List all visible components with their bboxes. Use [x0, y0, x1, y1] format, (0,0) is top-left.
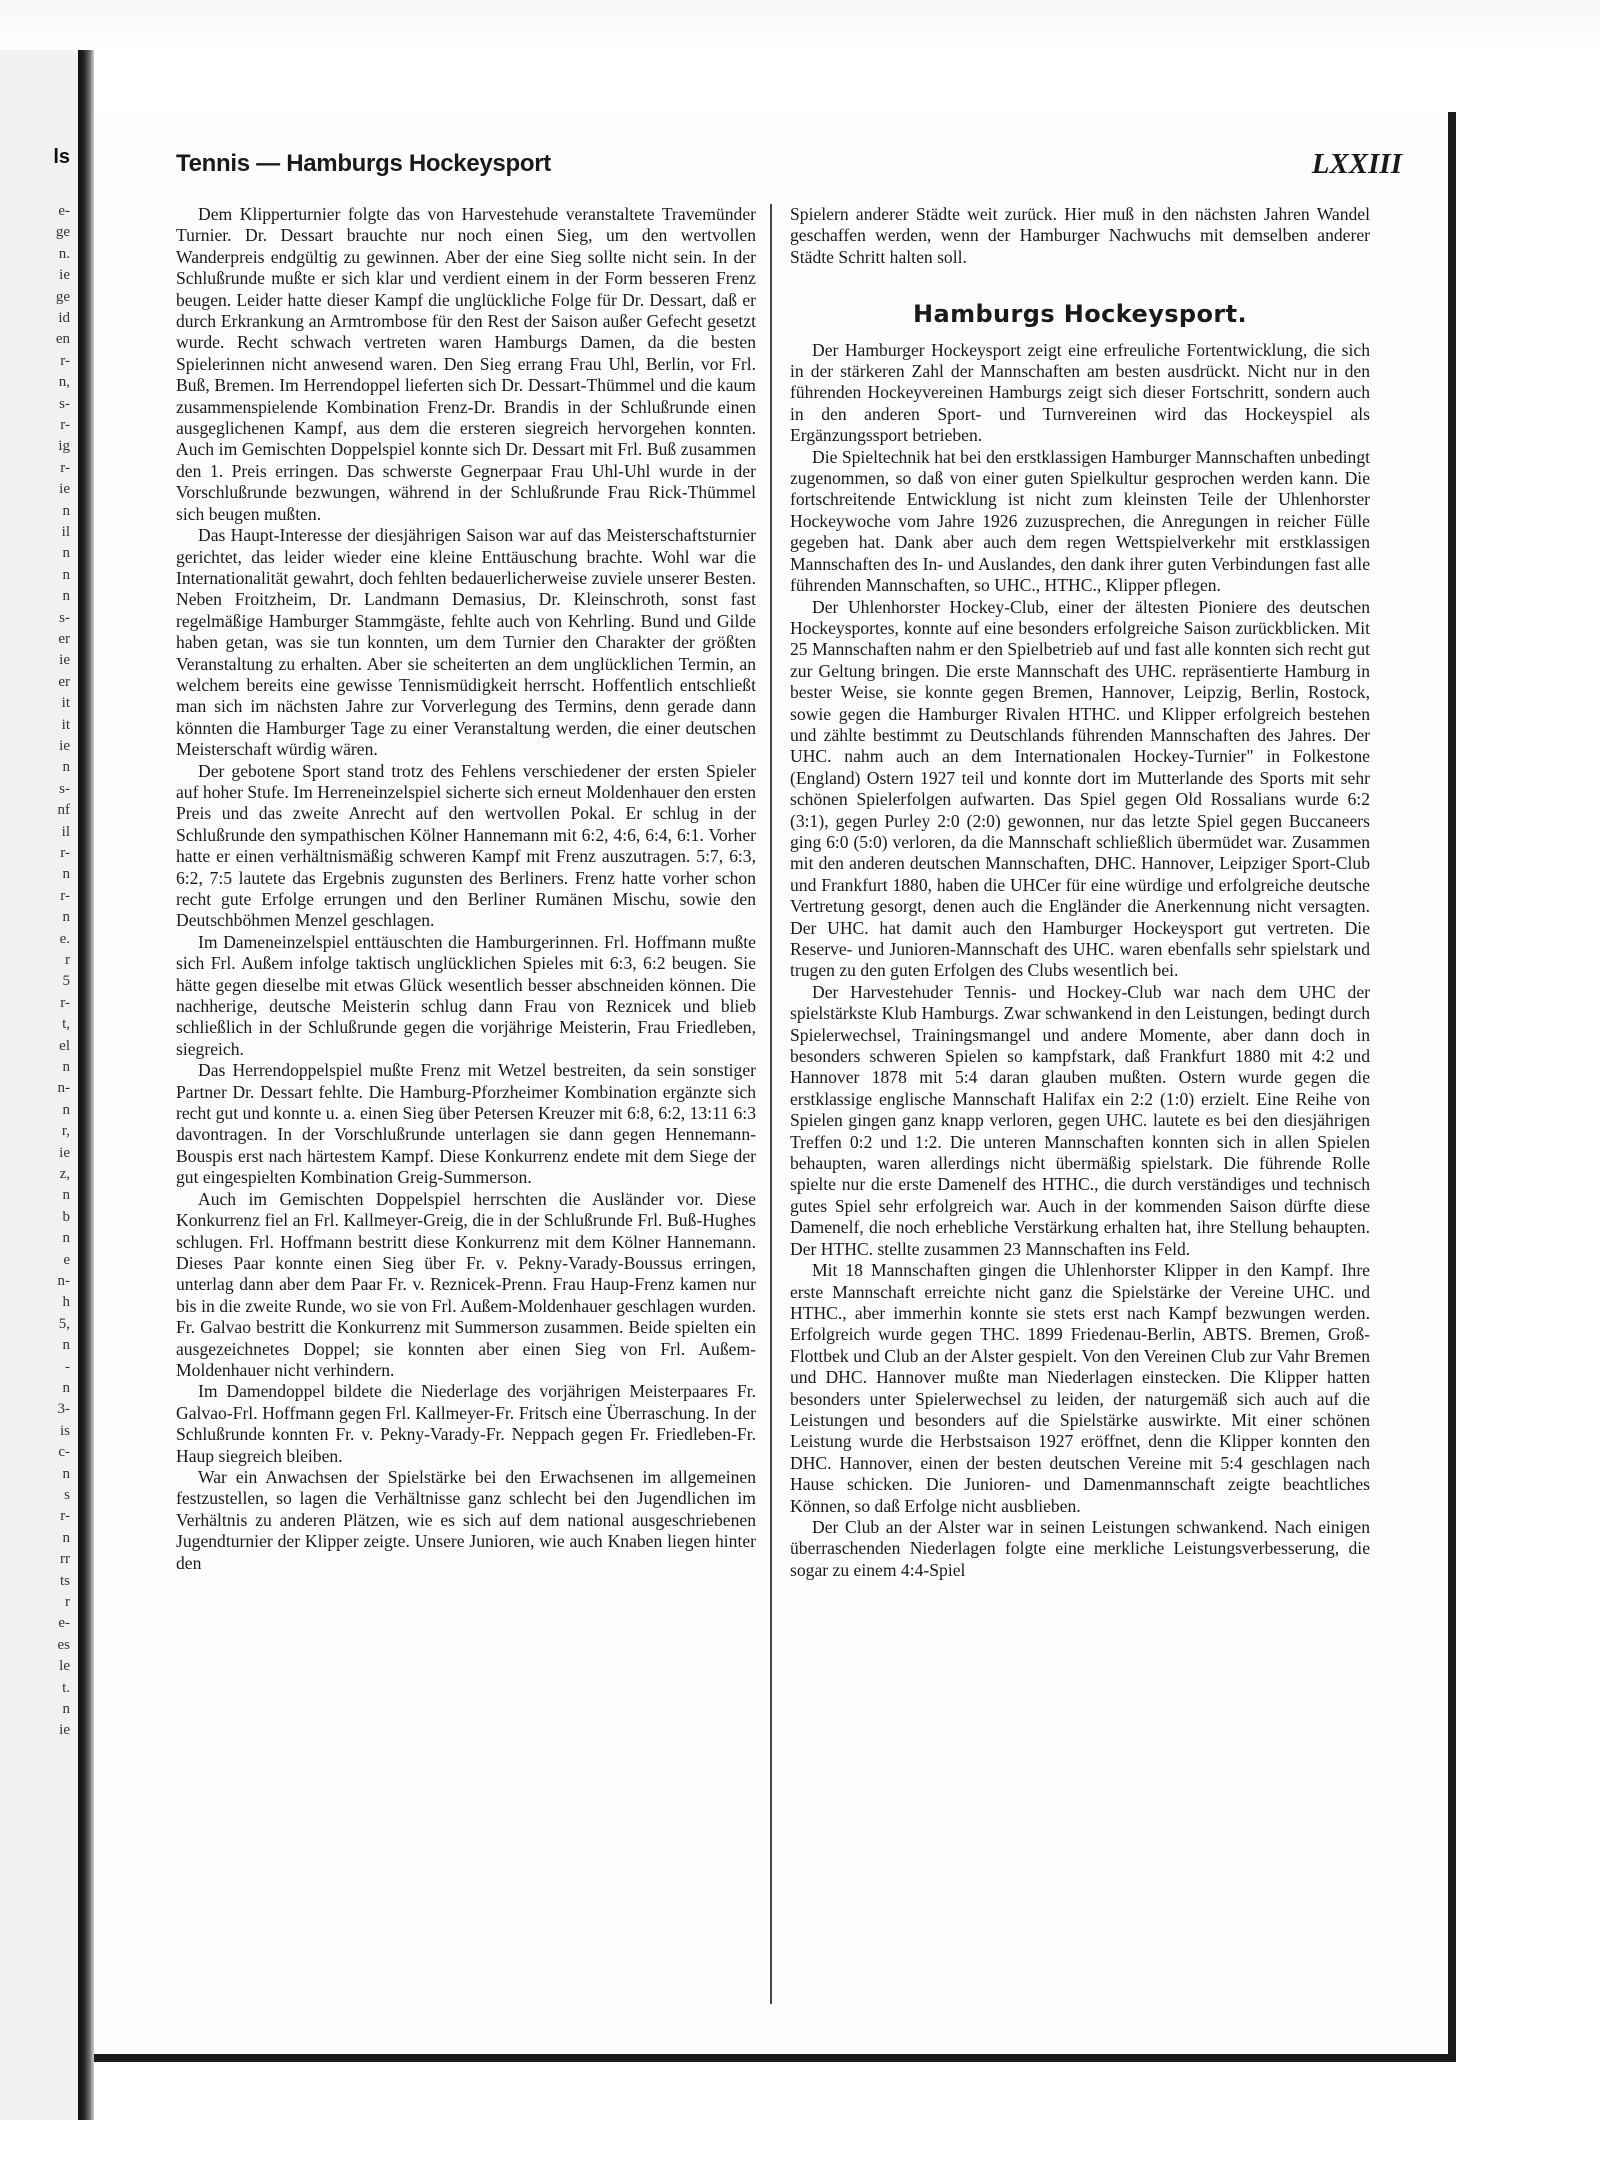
adjacent-page-fragment: n — [62, 1529, 70, 1546]
adjacent-page-fragment: es — [57, 1636, 70, 1653]
adjacent-page-fragment: t. — [62, 1679, 70, 1696]
page-number: LXXIII — [1311, 148, 1402, 180]
adjacent-page-fragment: s- — [59, 395, 70, 412]
paragraph: Der Uhlenhorster Hockey-Club, einer der ältesten Pioniere des deutschen Hockeysportes, konnte auf eine besonders erfolgreiche Saison zurückblicken. Mit 25 Mannschaften nahm er den Spielbetrieb auf und fast alle konnten sich recht gut zur Geltung bringen. Die erste Mannschaft des UHC. repräsentierte Hamburg in bester Weise, sie konnte gegen Bremen, Hannover, Leipzig, Berlin, Rostock, sowie gegen die Hamburger Rivalen HTHC. und Klipper erfolgreich bestehen und zählte bestimmt zu Deutschlands führenden Mannschaften des Jahres. Der UHC. nahm auch an dem Internationalen Hockey-Turnier" in Folkestone (England) Ostern 1927 teil und konnte dort im Mutterlande des Sports mit sehr schönen Spielerfolgen aufwarten. Das Spiel gegen Old Rossalians wurde 6:2 (3:1), gegen Purley 2:0 (2:0) gewonnen, nur das letzte Spiel gegen Buccaneers ging 6:0 (5:0) verloren, da die Mannschaft schließlich übermüdet war. Zusammen mit den anderen deutschen Mannschaften, DHC. Hannover, Leipziger Sport-Club und Frankfurt 1880, haben die UHCer für eine würdige und erfolgreiche deutsche Vertretung gesorgt, denen auch die Engländer die Anerkennung nicht versagten. Der UHC. hat damit auch den Hamburger Hockeysport gut vertreten. Die Reserve- und Junioren-Mannschaft des UHC. waren ebenfalls sehr spielstark und trugen zu den guten Erfolgen des Clubs wesentlich bei. — [790, 596, 1370, 981]
adjacent-page-fragment: r- — [60, 459, 70, 476]
paragraph: Die Spieltechnik hat bei den erstklassigen Hamburger Mannschaften unbedingt zugenommen, so daß von einer guten Spielkultur gesprochen werden kann. Die fortschreitende Entwicklung ist nicht zum kleinsten Teile der Uhlenhorster Hockeywoche vom Jahre 1926 zuzusprechen, die Anregungen in reicher Fülle gegeben hat. Dank aber auch dem regen Wettspielverkehr mit erstklassigen Mannschaften des In- und Auslandes, den dank ihrer guten Verbindungen fast alle führenden Mannschaften, so UHC., HTHC., Klipper pflegen. — [790, 446, 1370, 596]
adjacent-page-fragment: le — [59, 1658, 70, 1675]
paragraph: Das Haupt-Interesse der diesjährigen Saison war auf das Meisterschaftsturnier gerichtet, das leider wieder eine kleine Enttäuschung brachte. Wohl war die Internationalität gewahrt, doch fehlten bedauerlicherweise zuviele unserer Besten. Neben Froitzheim, Dr. Landmann Demasius, Dr. Kleinschroth, sonst fast regelmäßige Hamburger Stammgäste, fehlte auch von Kehrling. Bund und Gilde haben getan, was sie tun konnten, um dem Turnier den Charakter der größten Veranstaltung zu erhalten. Aber sie scheiterten an dem unglücklichen Termin, an welchem bereits eine gewisse Tennismüdigkeit herrscht. Hoffentlich entschließt man sich im nächsten Jahre zur Vorverlegung des Termins, denn gerade dann könnten die Hamburger Tage zu einer Veranstaltung werden, die einer deutschen Meisterschaft würdig wären. — [176, 525, 756, 760]
paragraph: Das Herrendoppelspiel mußte Frenz mit Wetzel bestreiten, da sein sonstiger Partner Dr. Dessart fehlte. Die Hamburg-Pforzheimer Kombination ergänzte sich recht gut und konnte u. a. einen Sieg über Petersen Kreuzer mit 6:8, 6:2, 13:11 6:3 davontragen. In der Vorschlußrunde unterlagen sie dann gegen Hennemann-Bouspis erst nach härtestem Kampf. Diese Konkurrenz endete mit dem Siege der gut eingespielten Kombination Greig-Summerson. — [176, 1060, 756, 1188]
right-column — [790, 204, 1370, 1581]
adjacent-page-fragment: n — [62, 1701, 70, 1717]
adjacent-page-fragment: 3- — [57, 1401, 70, 1418]
paragraph: Mit 18 Mannschaften gingen die Uhlenhorster Klipper in den Kampf. Ihre erste Mannschaft erreichte nicht ganz die Spielstärke der Vereine UHC. und HTHC., aber immerhin konnte sie stets erst nach Kampf bezwungen werden. Erfolgreich wurde gegen THC. 1899 Friedenau-Berlin, ABTS. Bremen, Groß-Flottbek und Club an der Alster gespielt. Von den Vereinen Club zur Vahr Bremen und DHC. Hannover mußte man Niederlagen einstecken. Die Klipper hatten besonders unter Spielerwechsel zu leiden, der naturgemäß sich auch auf die Leistungen und besonders auf die Spielstärke auswirkte. Mit einer schönen Leistung wurde die Herbstsaison 1927 eröffnet, denn die Klipper konnten den DHC. Hannover, einen der besten deutschen Vereine mit 5:4 geschlagen nach Hause schicken. Die Junioren- und Damenmannschaft zeigte beachtliches Können, so daß Erfolge nicht ausblieben. — [790, 1260, 1370, 1516]
adjacent-page-fragment: e- — [58, 1615, 70, 1632]
adjacent-page-fragment: n, — [58, 374, 70, 391]
adjacent-page-fragment: r- — [60, 352, 70, 369]
adjacent-page-fragment: ie — [59, 267, 70, 284]
adjacent-page-fragment: s — [64, 1487, 70, 1503]
paragraph: Dem Klipperturnier folgte das von Harvestehude veranstaltete Travemünder Turnier. Dr. Dessart brauchte nur noch einen Sieg, um den wertvollen Wanderpreis endgültig zu gewinnen. Aber der eine Sieg sollte nicht sein. In der Schlußrunde mußte er sich klar und verdient einem in der Form besseren Frenz beugen. Leider hatte dieser Kampf die unglückliche Folge für Dr. Dessart, daß er durch Erkrankung an Armtrombose für den Rest der Saison außer Gefecht gesetzt wurde. Recht schwach vertreten waren Hamburgs Damen, da die besten Spielerinnen nicht anwesend waren. Den Sieg errang Frau Uhl, Berlin, vor Frl. Buß, Bremen. Im Herrendoppel lieferten sich Dr. Dessart-Thümmel und die kaum zusammenspielende Kombination Frenz-Dr. Brandis in der Schlußrunde einen ausgeglichenen Kampf, aus dem die ersteren siegreich hervorgehen konnten. Auch im Gemischten Doppelspiel konnte sich Dr. Dessart mit Frl. Buß zusammen den 1. Preis erringen. Das schwerste Gegnerpaar Frau Uhl-Uhl wurde in der Vorschlußrunde bezwungen, während in der Schlußrunde Frau Rick-Thümmel sich beugen mußten. — [176, 204, 756, 524]
paragraph: War ein Anwachsen der Spielstärke bei den Erwachsenen im allgemeinen festzustellen, so lagen die Verhältnisse ganz schlecht bei den Jugendlichen im Verhältnis zu anderen Plätzen, wie es sich auf dem national ausgeschriebenen Jugendturnier der Klipper zeigte. Unsere Junioren, wie auch Knaben liegen hinter den — [176, 1466, 756, 1573]
adjacent-page-fragment: r — [65, 952, 70, 968]
adjacent-page-fragment: er — [58, 673, 70, 690]
adjacent-page-fragment: s- — [59, 780, 70, 797]
adjacent-page-edge — [0, 50, 78, 2120]
adjacent-page-fragment: ie — [59, 1722, 70, 1739]
adjacent-page-fragment: n — [62, 1187, 70, 1204]
adjacent-page-fragment: 5 — [62, 973, 70, 990]
adjacent-page-fragment: it — [61, 695, 70, 712]
adjacent-page-fragment: n — [62, 909, 70, 926]
adjacent-page-fragment: - — [65, 1358, 70, 1375]
adjacent-page-fragment: h — [62, 1294, 70, 1311]
adjacent-page-fragment: r- — [60, 887, 70, 904]
adjacent-page-fragment: r- — [60, 994, 70, 1011]
adjacent-page-fragment: n — [62, 759, 70, 776]
adjacent-page-fragment: n — [62, 1465, 70, 1482]
adjacent-page-fragment: ie — [59, 1144, 70, 1161]
adjacent-page-fragment: b — [62, 1208, 70, 1225]
adjacent-page-fragment: n — [62, 1380, 70, 1396]
adjacent-page-fragment: n — [62, 1337, 70, 1354]
paragraph: Im Damendoppel bildete die Niederlage des vorjährigen Meisterpaares Fr. Galvao-Frl. Hoffmann gegen Frl. Kallmeyer-Fr. Fritsch eine Überraschung. In der Schlußrunde konnten Fr. v. Pekny-Varady-Fr. Neppach gegen Fr. Friedleben-Fr. Haup siegreich bleiben. — [176, 1381, 756, 1466]
adjacent-page-fragment: n — [62, 1230, 70, 1247]
column-divider — [770, 204, 772, 2004]
adjacent-page-fragment: il — [61, 524, 70, 540]
paragraph: Der Club an der Alster war in seinen Leistungen schwankend. Nach einigen überraschenden Niederlagen folgte eine merkliche Leistungsverbesserung, die sogar zu einem 4:4-Spiel — [790, 1516, 1370, 1580]
adjacent-page-fragment: n — [62, 866, 70, 883]
adjacent-page-fragment: er — [58, 631, 70, 647]
adjacent-page-fragment: rr — [60, 1551, 70, 1568]
adjacent-page-fragment: ls — [53, 146, 70, 168]
adjacent-page-fragment: n. — [58, 245, 70, 262]
running-head-title: Tennis — Hamburgs Hockeysport — [176, 150, 551, 177]
adjacent-page-fragment: n — [62, 1059, 70, 1075]
adjacent-page-fragment: is — [59, 1422, 70, 1439]
adjacent-page-fragment: ie — [59, 481, 70, 498]
adjacent-page-fragment: ts — [59, 1572, 70, 1589]
scan-top-margin — [0, 0, 1600, 50]
adjacent-page-fragment: ge — [55, 288, 70, 305]
paragraph: Der gebotene Sport stand trotz des Fehlens verschiedener der ersten Spieler auf hoher Stufe. Im Herreneinzelspiel sicherte sich erneut Moldenhauer den ersten Preis und das zweite Anrecht auf den wertvollen Pokal. Er schlug in der Schlußrunde den sympathischen Kölner Hannemann mit 6:2, 4:6, 6:4, 6:1. Vorher hatte er einen verhältnismäßig schweren Kampf mit Frenz auszutragen. 5:7, 6:3, 6:2, 7:5 lautete das Ergebnis zugunsten des Berliners. Frenz hatte vorher schon recht gute Erfolge errungen und den Berliner Rumänen Mischu, sowie den Deutschböhmen Menzel geschlagen. — [176, 760, 756, 931]
adjacent-page-fragment: e — [63, 1251, 70, 1268]
adjacent-page-fragment: r- — [60, 845, 70, 861]
adjacent-page-fragment: ig — [58, 438, 70, 455]
running-head — [176, 150, 1402, 188]
adjacent-page-fragment: r- — [60, 417, 70, 433]
book-page — [94, 112, 1456, 2062]
text-columns — [176, 204, 1402, 2019]
adjacent-page-fragment: r, — [61, 1123, 70, 1140]
adjacent-page-fragment: n — [62, 545, 70, 562]
adjacent-page-fragment: nf — [57, 802, 70, 819]
adjacent-page-fragment: en — [55, 331, 70, 348]
adjacent-page-fragment: ie — [59, 738, 70, 754]
left-column — [176, 204, 756, 1574]
paragraph: Im Dameneinzelspiel enttäuschten die Hamburgerinnen. Frl. Hoffmann mußte sich Frl. Außem infolge taktisch unglücklichen Spieles mit 6:3, 6:2 beugen. Sie hätte gegen dieselbe mit etwas Glück wesentlich besser abschneiden können. Die nachherige, deutsche Meisterin schlug dann Frau von Reznicek und blieb schließlich in der Schlußrunde gegen die vorjährige Meisterin, Frau Friedleben, siegreich. — [176, 931, 756, 1059]
paragraph: Der Harvestehuder Tennis- und Hockey-Club war nach dem UHC der spielstärkste Klub Hamburgs. Zwar schwankend in den Leistungen, bedingt durch Spielerwechsel, Trainingsmangel und andere Momente, aber dann doch in besonders schweren Spielen so kampfstark, daß Frankfurt 1880 mit 4:2 und Hannover 1878 mit 5:4 daran glauben mußten. Ostern wurde gegen die erstklassige englische Mannschaft Halifax ein 2:2 (1:0) erzielt. Eine Reihe von Spielen gingen ganz knapp verloren, gegen UHC. lautete es bei den diesjährigen Treffen 0:2 und 1:2. Die unteren Mannschaften konnten sich in allen Spielen behaupten, waren allerdings nicht übermäßig spielstark. Die führende Rolle spielte nur die erste Damenelf des HTHC., die durch verständiges und technisch gutes Spiel sehr erfolgreich war. Auch in der kommenden Saison dürfte diese Damenelf, die noch erhebliche Verstärkung erhalten hat, ihre Stellung behaupten. Der HTHC. stellte zusammen 23 Mannschaften ins Feld. — [790, 981, 1370, 1259]
adjacent-page-fragment: id — [58, 310, 70, 326]
adjacent-page-fragment: it — [61, 716, 70, 733]
adjacent-page-fragment: s- — [59, 609, 70, 626]
adjacent-page-fragment: n- — [57, 1273, 70, 1289]
adjacent-page-fragment: n — [62, 502, 70, 519]
adjacent-page-fragment: n — [62, 588, 70, 605]
adjacent-page-fragment: il — [61, 823, 70, 840]
paragraph-continuation: Spielern anderer Städte weit zurück. Hier muß in den nächsten Jahren Wandel geschaffen werden, wenn der Hamburger Nachwuchs mit demselben anderer Städte Schritt halten soll. — [790, 204, 1370, 267]
adjacent-page-fragment: e- — [58, 203, 70, 219]
adjacent-page-fragment: n — [62, 566, 70, 583]
adjacent-page-fragment: e. — [59, 930, 70, 947]
adjacent-page-fragment: ge — [55, 224, 70, 241]
adjacent-page-fragment: r- — [60, 1508, 70, 1525]
adjacent-page-fragment: 5, — [58, 1315, 70, 1332]
adjacent-page-fragment: n — [62, 1101, 70, 1118]
paragraph: Auch im Gemischten Doppelspiel herrschten die Ausländer vor. Diese Konkurrenz fiel an Frl. Kallmeyer-Greig, die in der Schlußrunde Frl. Buß-Hughes schlugen. Frl. Hoffmann bestritt diese Konkurrenz mit dem Kölner Hannemann. Dieses Paar konnte einen Sieg über Fr. v. Pekny-Varady-Boussus erringen, unterlag dann aber dem Paar Fr. v. Reznicek-Prenn. Frau Haup-Frenz kamen nur bis in die zweite Runde, wo sie von Frl. Außem-Moldenhauer geschlagen wurden. Fr. Galvao bestritt die Konkurrenz mit Summerson zusammen. Beide spielten ein ausgezeichnetes Doppel; sie konnten aber einen Sieg von Frl. Außem-Moldenhauer nicht verhindern. — [176, 1188, 756, 1380]
adjacent-page-fragment: r — [65, 1594, 70, 1610]
section-heading: Hamburgs Hockeysport. — [912, 300, 1248, 329]
adjacent-page-fragment: el — [59, 1037, 70, 1054]
adjacent-page-fragment: ie — [59, 652, 70, 669]
paragraph: Der Hamburger Hockeysport zeigt eine erfreuliche Fortentwicklung, die sich in der stärkeren Zahl der Mannschaften am besten ausdrückt. Nicht nur in den führenden Hockeyvereinen Hamburgs zeigt sich dieser Fortschritt, sondern auch in den anderen Sport- und Turnvereinen wird das Hockeyspiel als Ergänzungssport betrieben. — [790, 339, 1370, 446]
book-gutter — [78, 50, 94, 2120]
adjacent-page-fragment: c- — [58, 1444, 70, 1461]
adjacent-page-fragment: n- — [57, 1080, 70, 1097]
adjacent-page-fragment: t, — [62, 1016, 70, 1033]
adjacent-page-fragment: z, — [59, 1166, 70, 1182]
